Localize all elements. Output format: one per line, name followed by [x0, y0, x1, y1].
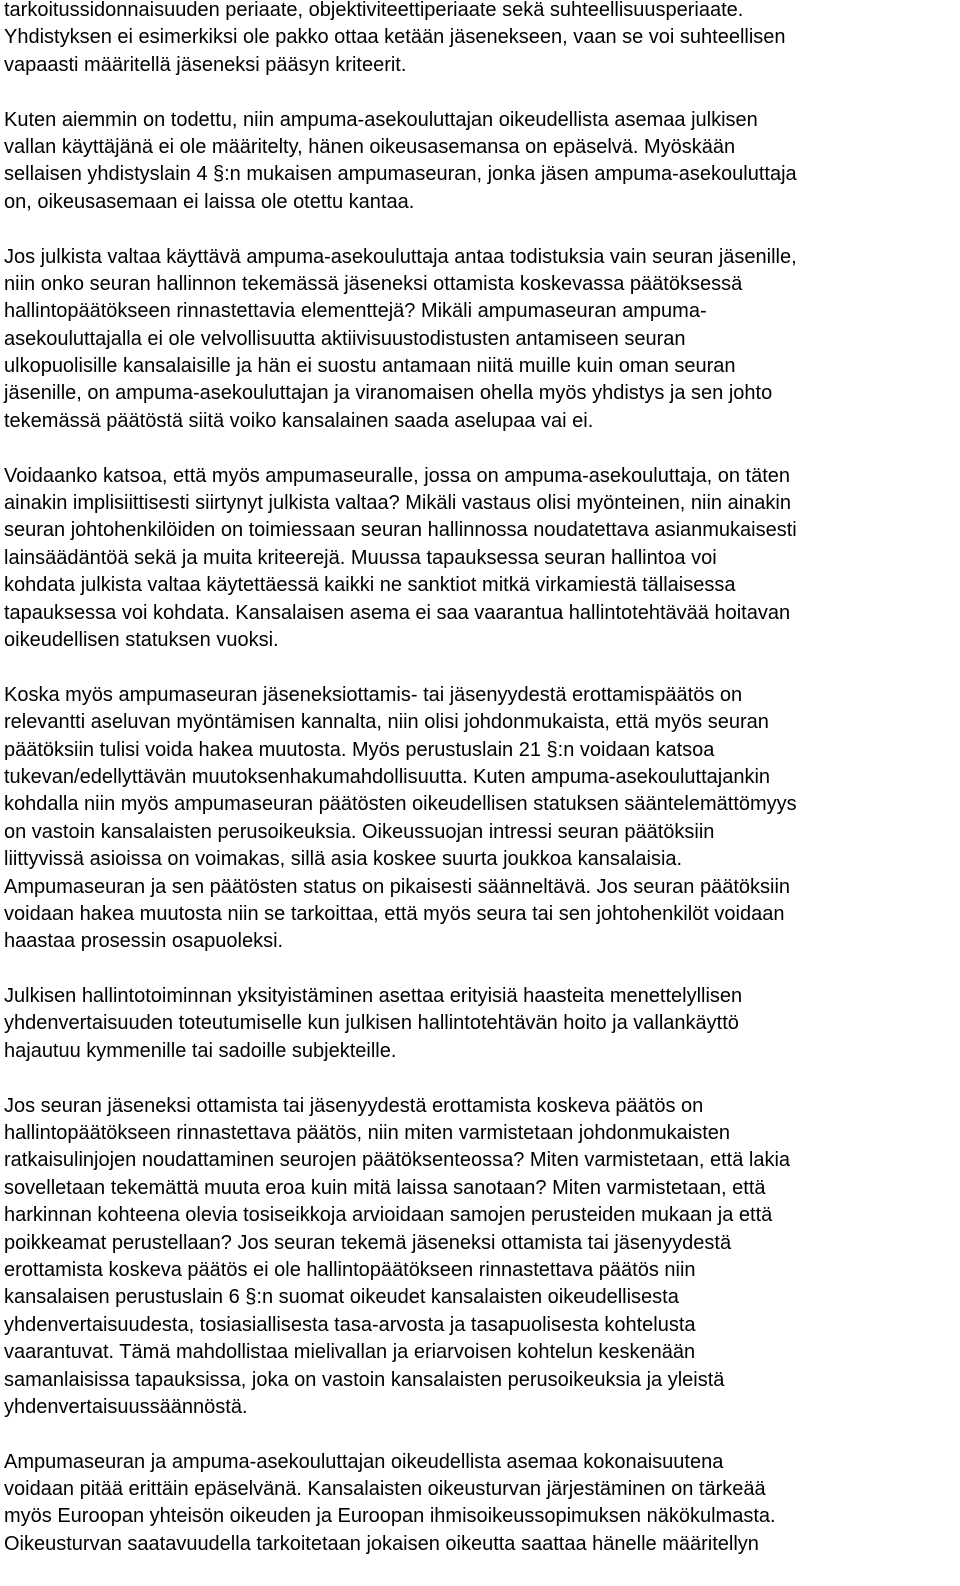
text-line: tekemässä päätöstä siitä voiko kansalainen saada aselupaa vai ei. — [4, 409, 594, 432]
text-line: harkinnan kohteena olevia tosiseikkoja arvioidaan samojen perusteiden mukaan ja että — [4, 1204, 773, 1227]
text-line: kohdalla niin myös ampumaseuran päätösten oikeudellisen statuksen sääntelemättömyys — [4, 793, 797, 816]
text-line: Julkisen hallintotoiminnan yksityistäminen asettaa erityisiä haasteita menettelyllisen — [4, 985, 743, 1008]
text-line: myös Euroopan yhteisön oikeuden ja Euroopan ihmisoikeussopimuksen näkökulmasta. — [4, 1505, 776, 1528]
paragraph — [4, 244, 954, 436]
text-line: Koska myös ampumaseuran jäseneksiottamis- tai jäsenyydestä erottamispäätös on — [4, 683, 743, 706]
text-line: Kuten aiemmin on todettu, niin ampuma-asekouluttajan oikeudellista asemaa julkisen — [4, 108, 758, 131]
text-line: ratkaisulinjojen noudattaminen seurojen päätöksenteossa? Miten varmistetaan, että lakia — [4, 1149, 791, 1172]
text-line: erottamista koskeva päätös ei ole hallintopäätökseen rinnastettava päätös niin — [4, 1258, 696, 1281]
text-line: Ampumaseuran ja ampuma-asekouluttajan oikeudellista asemaa kokonaisuutena — [4, 1450, 724, 1473]
paragraph — [4, 682, 954, 956]
text-line: relevantti aseluvan myöntämisen kannalta, niin olisi johdonmukaista, että myös seuran — [4, 711, 769, 734]
text-line: asekouluttajalla ei ole velvollisuutta aktiivisuustodistusten antamiseen seuran — [4, 327, 686, 350]
text-line: oikeudellisen statuksen vuoksi. — [4, 628, 279, 651]
text-line: poikkeamat perustellaan? Jos seuran tekemä jäseneksi ottamista tai jäsenyydestä — [4, 1231, 732, 1254]
text-line: Oikeusturvan saatavuudella tarkoitetaan jokaisen oikeutta saattaa hänelle määritellyn — [4, 1532, 759, 1555]
text-line: ainakin implisiittisesti siirtynyt julkista valtaa? Mikäli vastaus olisi myönteinen, niin ainakin — [4, 492, 791, 515]
text-line: jäsenille, on ampuma-asekouluttajan ja viranomaisen ohella myös yhdistys ja sen johto — [4, 382, 773, 405]
text-line: voidaan pitää erittäin epäselvänä. Kansalaisten oikeusturvan järjestäminen on tärkeää — [4, 1478, 766, 1501]
text-line: haastaa prosessin osapuoleksi. — [4, 930, 284, 953]
text-line: liittyvissä asioissa on voimakas, sillä asia koskee suurta joukkoa kansalaisia. — [4, 848, 683, 871]
text-line: Voidaanko katsoa, että myös ampumaseuralle, jossa on ampuma-asekouluttaja, on täten — [4, 464, 791, 487]
text-line: sovelletaan tekemättä muuta eroa kuin mitä laissa sanotaan? Miten varmistetaan, että — [4, 1176, 766, 1199]
text-line: vapaasti määritellä jäseneksi pääsyn kriteerit. — [4, 53, 407, 76]
text-line: kansalaisen perustuslain 6 §:n suomat oikeudet kansalaisten oikeudellisesta — [4, 1286, 679, 1309]
text-line: tapauksessa voi kohdata. Kansalaisen asema ei saa vaarantua hallintotehtävää hoitavan — [4, 601, 791, 624]
paragraph — [4, 983, 954, 1065]
text-line: yhdenvertaisuudesta, tosiasiallisesta tasa-arvosta ja tasapuolisesta kohtelusta — [4, 1313, 696, 1336]
paragraph — [4, 107, 954, 217]
text-line: yhdenvertaisuussäännöstä. — [4, 1395, 248, 1418]
document-page — [4, 0, 954, 1586]
text-line: vaarantuvat. Tämä mahdollistaa mielivallan ja eriarvoisen kohtelun keskenään — [4, 1341, 696, 1364]
text-line: tarkoitussidonnaisuuden periaate, objektiviteettiperiaate sekä suhteellisuusperiaate. — [4, 0, 744, 21]
text-line: sellaisen yhdistyslain 4 §:n mukaisen ampumaseuran, jonka jäsen ampuma-asekouluttaja — [4, 163, 797, 186]
text-line: ulkopuolisille kansalaisille ja hän ei suostu antamaan niitä muille kuin oman seuran — [4, 355, 736, 378]
text-line: niin onko seuran hallinnon tekemässä jäseneksi ottamista koskevassa päätöksessä — [4, 272, 743, 295]
text-line: Jos seuran jäseneksi ottamista tai jäsenyydestä erottamista koskeva päätös on — [4, 1094, 704, 1117]
paragraph — [4, 1449, 954, 1559]
text-line: tukevan/edellyttävän muutoksenhakumahdollisuutta. Kuten ampuma-asekouluttajankin — [4, 765, 771, 788]
text-line: Ampumaseuran ja sen päätösten status on pikaisesti säänneltävä. Jos seuran päätöksiin — [4, 875, 791, 898]
paragraph — [4, 463, 954, 655]
text-line: on vastoin kansalaisten perusoikeuksia. Oikeussuojan intressi seuran päätöksiin — [4, 820, 715, 843]
text-line: Jos julkista valtaa käyttävä ampuma-asekouluttaja antaa todistuksia vain seuran jäsenille, — [4, 245, 797, 268]
text-line: lainsäädäntöä sekä ja muita kriteerejä. Muussa tapauksessa seuran hallintoa voi — [4, 546, 717, 569]
text-line: hallintopäätökseen rinnastettava päätös, niin miten varmistetaan johdonmukaisten — [4, 1122, 730, 1145]
text-line: hajautuu kymmenille tai sadoille subjekteille. — [4, 1039, 397, 1062]
text-line: yhdenvertaisuuden toteutumiselle kun julkisen hallintotehtävän hoito ja vallankäyttö — [4, 1012, 739, 1035]
text-line: vallan käyttäjänä ei ole määritelty, hänen oikeusasemansa on epäselvä. Myöskään — [4, 135, 736, 158]
text-line: kohdata julkista valtaa käytettäessä kaikki ne sanktiot mitkä virkamiestä tällaisessa — [4, 574, 736, 597]
paragraph — [4, 1093, 954, 1422]
paragraph — [4, 0, 954, 79]
text-line: voidaan hakea muutosta niin se tarkoittaa, että myös seura tai sen johtohenkilöt voidaan — [4, 902, 785, 925]
text-line: hallintopäätökseen rinnastettavia elementtejä? Mikäli ampumaseuran ampuma- — [4, 300, 707, 323]
text-line: Yhdistyksen ei esimerkiksi ole pakko ottaa ketään jäsenekseen, vaan se voi suhteellisen — [4, 26, 786, 49]
text-line: seuran johtohenkilöiden on toimiessaan seuran hallinnossa noudatettava asianmukaisesti — [4, 519, 797, 542]
text-line: on, oikeusasemaan ei laissa ole otettu kantaa. — [4, 190, 415, 213]
text-line: samanlaisissa tapauksissa, joka on vastoin kansalaisten perusoikeuksia ja yleistä — [4, 1368, 725, 1391]
text-line: päätöksiin tulisi voida hakea muutosta. Myös perustuslain 21 §:n voidaan katsoa — [4, 738, 715, 761]
